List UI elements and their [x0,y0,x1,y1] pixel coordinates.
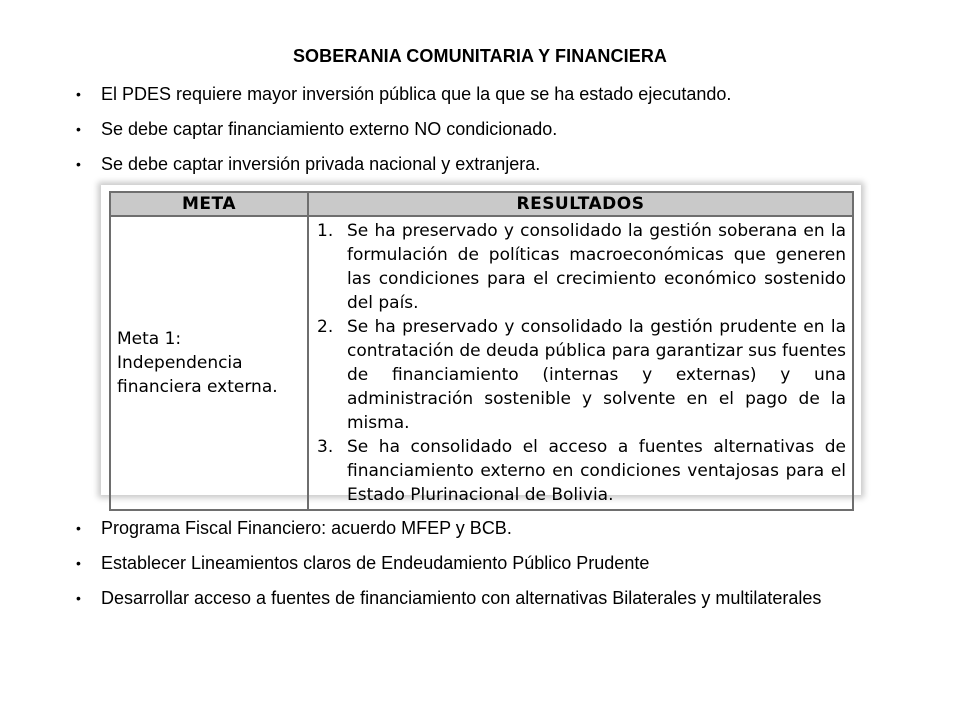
results-table [109,191,854,511]
bullet-icon: • [76,156,81,172]
results-cell [308,216,853,510]
bullet-icon: • [76,590,81,606]
bullet-text: Se debe captar inversión privada nacional y extranjera. [101,154,541,174]
result-item [317,315,846,435]
bullet-text: El PDES requiere mayor inversión pública que la que se ha estado ejecutando. [101,84,732,104]
bullet-icon: • [76,520,81,536]
table-header-row [110,192,853,216]
result-number: 2. [317,317,334,337]
bullet-icon: • [76,555,81,571]
table-row [110,216,853,510]
bullet-text: Se debe captar financiamiento externo NO condicionado. [101,119,558,139]
result-text: Se ha preservado y consolidado la gestión soberana en la formulación de políticas macroeconómicas que generen las condiciones para el crecimiento económico sostenido del país. [347,221,846,313]
bullet-item [76,154,876,174]
result-item [317,219,846,315]
result-number: 1. [317,221,334,241]
bullet-text: Desarrollar acceso a fuentes de financiamiento con alternativas Bilaterales y multilaterales [101,588,822,608]
bullet-list-bottom [76,518,876,623]
table-header-results: RESULTADOS [308,192,853,216]
bullet-item [76,518,876,538]
bullet-item [76,588,876,608]
bullet-list-top [76,84,876,189]
table-header-meta: META [110,192,308,216]
bullet-item [76,553,876,573]
bullet-icon: • [76,86,81,102]
bullet-icon: • [76,121,81,137]
result-text: Se ha preservado y consolidado la gestión prudente en la contratación de deuda pública para garantizar sus fuentes de financiamiento (internas y externas) y una administración sostenible y solvente en el pago de la misma. [347,317,846,433]
results-table-image [101,185,861,505]
result-text: Se ha consolidado el acceso a fuentes alternativas de financiamiento externo en condiciones ventajosas para el Estado Plurinacional de Bolivia. [347,437,846,505]
meta-text: Meta 1: Independencia financiera externa. [117,329,278,397]
bullet-item [76,119,876,139]
bullet-text: Establecer Lineamientos claros de Endeudamiento Público Prudente [101,553,650,573]
meta-cell [110,216,308,510]
result-item [317,435,846,507]
results-list [317,219,846,507]
slide-title: SOBERANIA COMUNITARIA Y FINANCIERA [292,46,668,66]
bullet-item [76,84,876,104]
result-number: 3. [317,437,334,457]
bullet-text: Programa Fiscal Financiero: acuerdo MFEP y BCB. [101,518,512,538]
